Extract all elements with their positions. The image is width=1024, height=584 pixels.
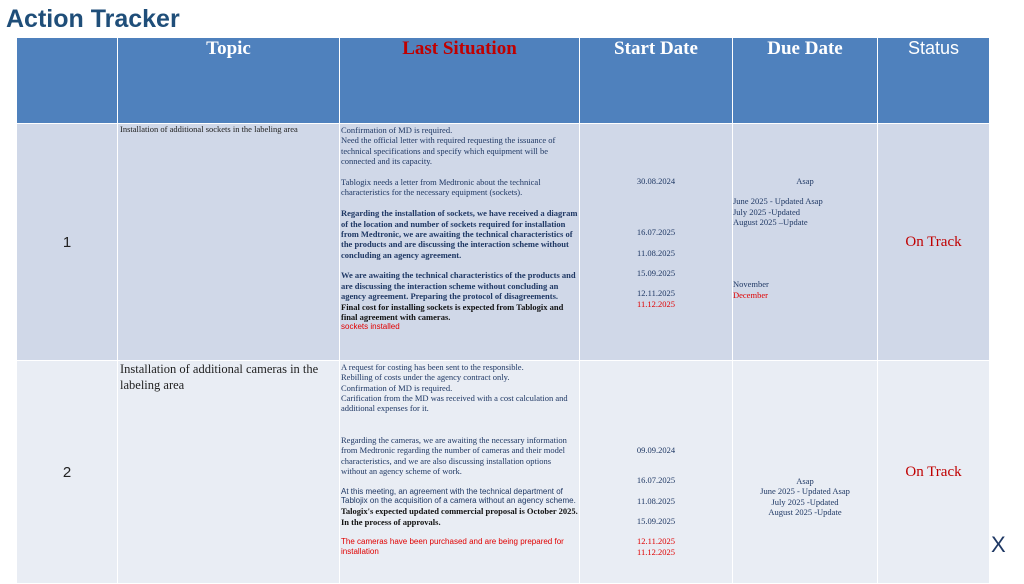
- situation-line: A request for costing has been sent to the responsible.: [341, 362, 524, 372]
- header-topic: Topic: [118, 38, 340, 124]
- start-date: 12.11.2025: [637, 536, 675, 547]
- row-start-dates: [580, 124, 733, 361]
- situation-line: Confirmation of MD is required.: [341, 382, 453, 393]
- start-date: 12.11.2025: [637, 288, 675, 299]
- due-date: Asap: [796, 176, 814, 186]
- row-topic: Installation of additional cameras in the labeling area: [118, 361, 340, 584]
- start-date: 09.09.2024: [636, 445, 676, 455]
- row-number: 2: [17, 361, 118, 584]
- row-start-dates: [580, 361, 733, 584]
- row-number: 1: [17, 124, 118, 361]
- action-tracker-table: [16, 37, 990, 584]
- situation-line: Final cost for installing sockets is expected from Tablogix and final agreement with cameras.: [341, 301, 564, 322]
- due-date: December: [733, 289, 768, 300]
- row-topic: Installation of additional sockets in the labeling area: [118, 124, 340, 361]
- start-date: 11.12.2025: [637, 298, 675, 309]
- situation-line: sockets installed: [341, 322, 400, 332]
- situation-line: Need the official letter with required requesting the issuance of technical specifications and specify which equipment will be connected and its capacity.: [341, 135, 556, 167]
- due-date: November: [733, 279, 769, 290]
- table-row: [17, 124, 990, 361]
- start-date: 30.08.2024: [636, 176, 676, 186]
- start-date: 15.09.2025: [636, 516, 676, 527]
- situation-line: Talogix's expected updated commercial proposal is October 2025. In the process of approvals.: [341, 506, 578, 527]
- header-last-situation: Last Situation: [340, 38, 580, 124]
- row-last-situation: [340, 361, 580, 584]
- start-date: 11.12.2025: [637, 546, 675, 557]
- header-start-date: Start Date: [580, 38, 733, 124]
- due-date: August 2025 -Update: [768, 507, 842, 518]
- header-status: Status: [878, 38, 990, 124]
- header-num: [17, 38, 118, 124]
- start-date: 16.07.2025: [636, 475, 676, 486]
- situation-line: The cameras have been purchased and are being prepared for installation: [341, 537, 564, 557]
- page-title: Action Tracker: [6, 5, 180, 33]
- situation-line: Carification from the MD was received with a cost calculation and additional expenses for it.: [341, 393, 568, 414]
- status-badge: On Track: [878, 361, 990, 584]
- due-date: June 2025 - Updated Asap: [760, 486, 850, 497]
- status-badge: On Track: [878, 124, 990, 361]
- situation-line: We are awaiting the technical characteristics of the products and are discussing the interaction scheme without concluding an agency agreement. Preparing the protocol of disagreements.: [341, 270, 576, 302]
- situation-line: Rebilling of costs under the agency contract only.: [341, 372, 510, 383]
- start-date: 15.09.2025: [636, 268, 676, 279]
- row-due-dates: [733, 361, 878, 584]
- due-date: July 2025 -Updated: [771, 496, 839, 507]
- due-date: August 2025 –Update: [733, 217, 808, 228]
- due-date: July 2025 -Updated: [733, 206, 801, 217]
- row-due-dates: [733, 124, 878, 361]
- table-row: [17, 361, 990, 584]
- start-date: 16.07.2025: [636, 227, 676, 238]
- situation-line: Regarding the installation of sockets, we have received a diagram of the location and number of sockets required for installation from Medtronic, we are awaiting the technical characteristics of the products and are discussing the interaction scheme without concluding an agency agreement.: [341, 208, 578, 260]
- table-header-row: [17, 38, 990, 124]
- situation-line: Confirmation of MD is required.: [341, 125, 453, 135]
- situation-line: Tablogix needs a letter from Medtronic about the technical characteristics for the necessary equipment (sockets).: [341, 176, 541, 198]
- header-due-date: Due Date: [733, 38, 878, 124]
- due-date: Asap: [796, 476, 814, 486]
- start-date: 11.08.2025: [637, 495, 675, 506]
- start-date: 11.08.2025: [637, 247, 675, 258]
- due-date: June 2025 - Updated Asap: [733, 196, 823, 207]
- situation-line: At this meeting, an agreement with the technical department of Tablojix on the acquisition of a camera without an agency scheme.: [341, 486, 576, 506]
- close-button[interactable]: X: [991, 532, 1006, 557]
- situation-line: Regarding the cameras, we are awaiting the necessary information from Medtronic regarding the number of cameras and their model characteristics, and we are also discussing installation options without an agency scheme of work.: [341, 434, 567, 476]
- row-last-situation: [340, 124, 580, 361]
